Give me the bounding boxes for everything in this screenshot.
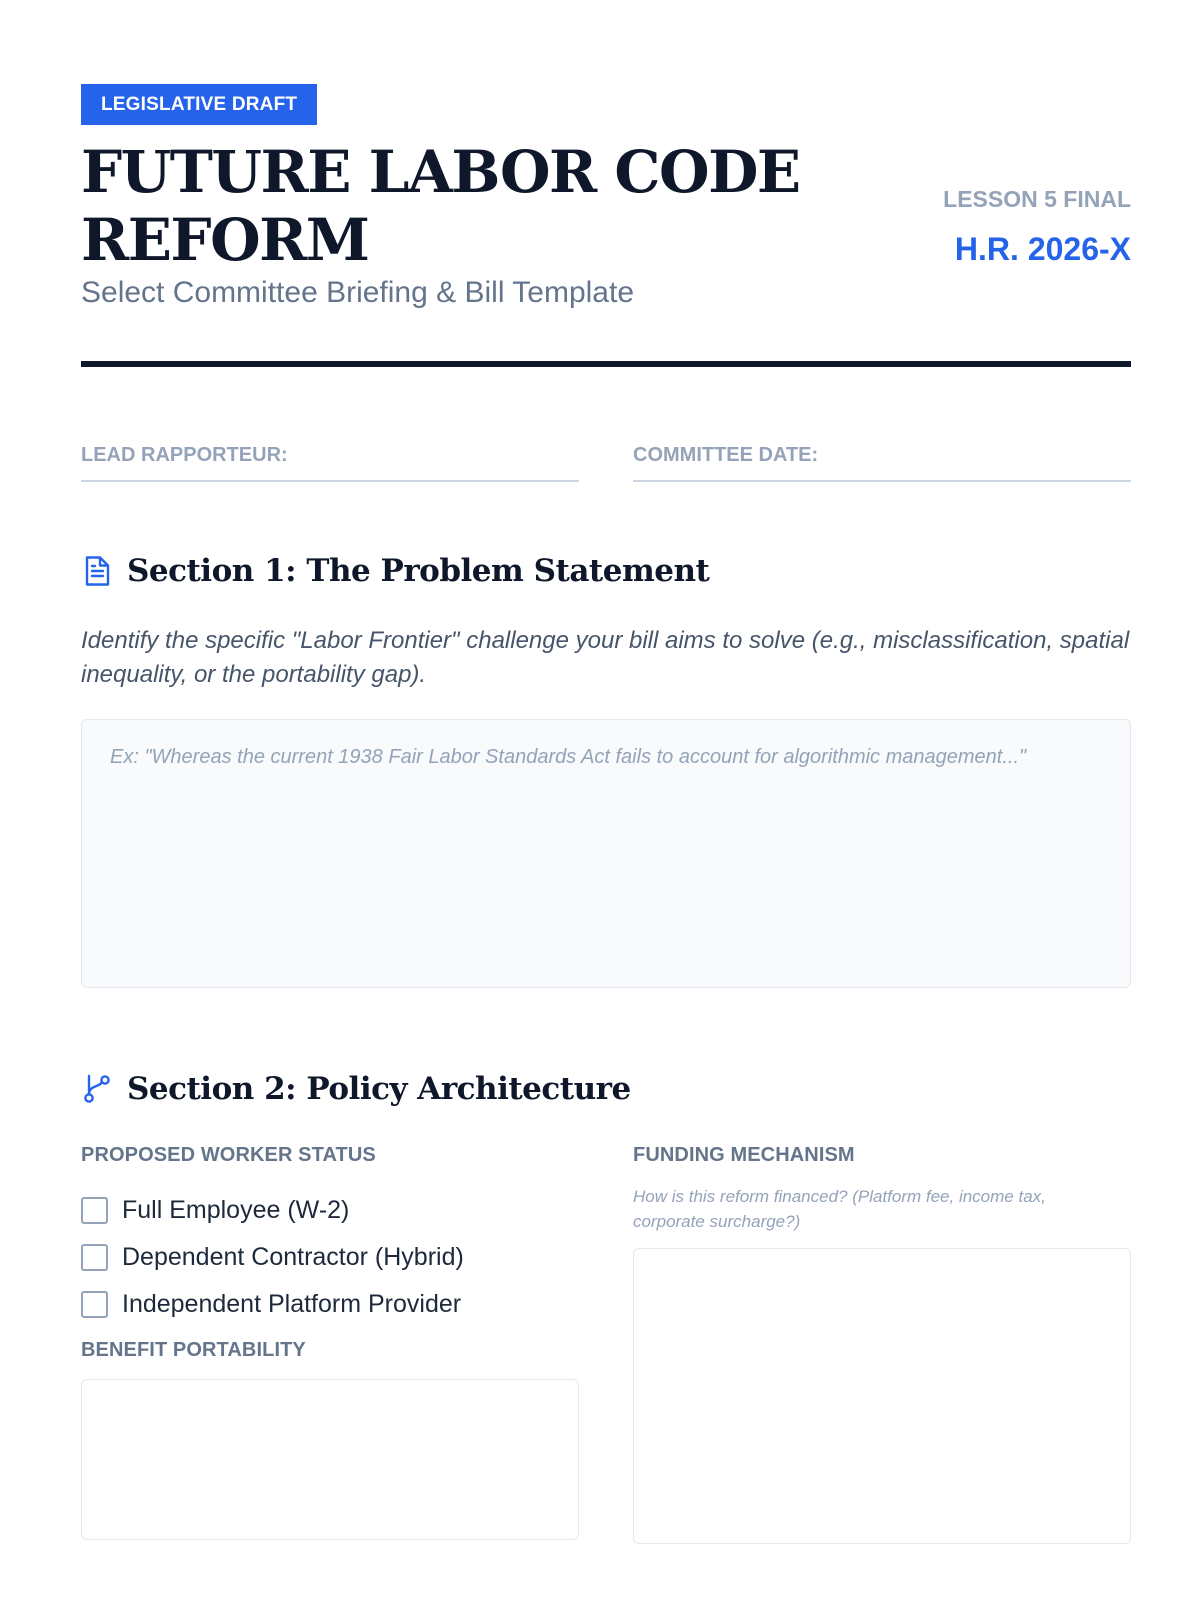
checkbox[interactable] — [81, 1197, 108, 1224]
checkbox-label: Dependent Contractor (Hybrid) — [122, 1243, 464, 1271]
section-1-title: Section 1: The Problem Statement — [127, 553, 710, 589]
lead-rapporteur-field[interactable] — [81, 444, 579, 482]
page-subtitle: Select Committee Briefing & Bill Template — [81, 276, 635, 309]
document-icon — [81, 554, 113, 588]
problem-statement-textarea[interactable] — [81, 719, 1131, 988]
worker-status-option[interactable] — [81, 1234, 464, 1281]
lesson-label: LESSON 5 FINAL — [943, 186, 1131, 212]
section-2-heading — [81, 1071, 631, 1107]
section-1-instructions: Identify the specific "Labor Frontier" challenge your bill aims to solve (e.g., misclassification, spatial inequality, or the portability gap). — [81, 627, 1130, 688]
worker-status-label: PROPOSED WORKER STATUS — [81, 1144, 376, 1166]
checkbox-label: Independent Platform Provider — [122, 1290, 462, 1318]
funding-mechanism-textarea[interactable] — [633, 1248, 1131, 1544]
git-branch-icon — [81, 1072, 113, 1106]
funding-mechanism-hint: How is this reform financed? (Platform fee, income tax, corporate surcharge?) — [633, 1187, 1046, 1231]
benefit-portability-label: BENEFIT PORTABILITY — [81, 1339, 306, 1361]
document-page — [81, 0, 1131, 1600]
checkbox[interactable] — [81, 1244, 108, 1271]
checkbox[interactable] — [81, 1291, 108, 1318]
checkbox-label: Full Employee (W-2) — [122, 1196, 350, 1224]
funding-mechanism-label: FUNDING MECHANISM — [633, 1144, 855, 1166]
committee-date-field[interactable] — [633, 444, 1131, 482]
bill-number: H.R. 2026-X — [954, 231, 1131, 267]
lead-rapporteur-label: LEAD RAPPORTEUR: — [81, 444, 288, 466]
problem-statement-placeholder: Ex: "Whereas the current 1938 Fair Labor Standards Act fails to account for algorithmic management..." — [110, 746, 1027, 768]
worker-status-option[interactable] — [81, 1281, 464, 1328]
worker-status-option[interactable] — [81, 1187, 464, 1234]
section-2-title: Section 2: Policy Architecture — [127, 1071, 631, 1107]
committee-date-label: COMMITTEE DATE: — [633, 444, 819, 466]
worker-status-options — [81, 1187, 464, 1328]
section-1-heading — [81, 553, 709, 589]
page-title: FUTURE LABOR CODE REFORM — [81, 138, 800, 274]
header-divider — [81, 361, 1131, 367]
draft-badge: LEGISLATIVE DRAFT — [81, 84, 317, 125]
benefit-portability-textarea[interactable] — [81, 1379, 579, 1540]
